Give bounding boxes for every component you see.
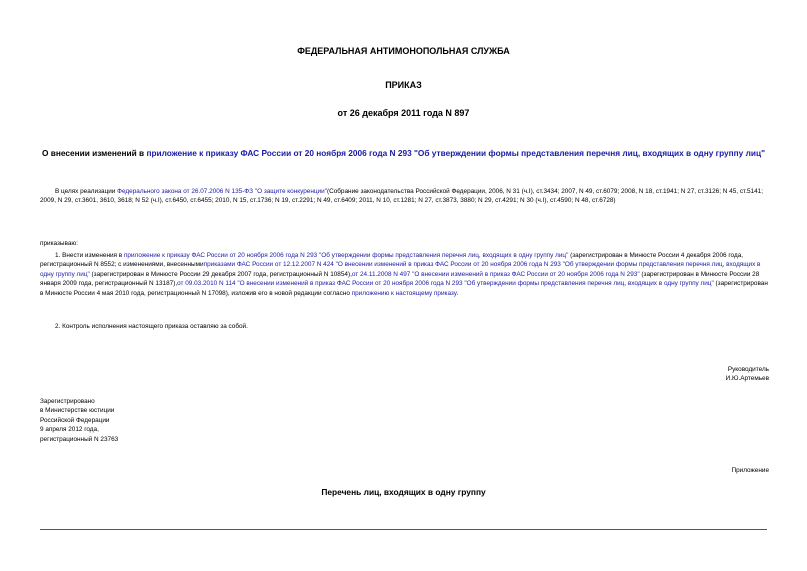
preamble-text-1: В целях реализации (55, 188, 118, 195)
order-item-2: 2. Контроль исполнения настоящего приказа оставляю за собой. (55, 323, 248, 330)
federal-law-link[interactable]: Федерального закона от 26.07.2006 N 135-ФЗ "О защите конкуренции" (117, 188, 327, 195)
title-link[interactable]: приложение к приказу ФАС России от 20 ноября 2006 года N 293 "Об утверждении формы представления перечня лиц, входящих в одну группу лиц" (146, 148, 765, 158)
item1-text-5: (зарегистрирован в Минюсте России 4 мая 2010 года, регистрационный N 17098), изложив его в новой редакции согласно (40, 280, 768, 297)
item1-text-3: (зарегистрирован в Минюсте России 29 декабря 2007 года, регистрационный N 10854), (89, 270, 352, 278)
signature-name: И.Ю.Артемьев (725, 375, 769, 383)
registration-line-5: регистрационный N 23763 (40, 435, 119, 443)
item1-order-497-link[interactable]: от 24.11.2008 N 497 "О внесении изменений в приказ ФАС России от 20 ноября 2006 года N 293" (351, 270, 640, 278)
item1-text-1: 1. Внести изменения в (55, 252, 124, 259)
item1-text-4: (зарегистрирован в Минюсте России 28 января 2009 года, регистрационный N 13187), (40, 270, 760, 288)
title-prefix: О внесении изменений в (42, 148, 147, 158)
item1-order-424-link[interactable]: приказами ФАС России от 12.12.2007 N 424 "О внесении изменений в приказ ФАС России от 20 ноября 2006 года N 293 "Об утверждении формы представления перечня лиц, входящих в одну группу лиц" (40, 261, 761, 278)
organization-heading: ФЕДЕРАЛЬНАЯ АНТИМОНОПОЛЬНАЯ СЛУЖБА (297, 46, 510, 56)
item1-text-6: . (456, 289, 459, 297)
document-date: от 26 декабря 2011 года N 897 (337, 108, 470, 118)
document-title (40, 148, 767, 159)
preamble-text-2: (Собрание законодательства Российской Федерации, 2006, N 31 (ч.I), ст.3434; 2007, N 49, ст.6079; 2008, N 18, ст.1941; N 27, ст.3126; N 45, ст.5141; 2009, N 29, ст.3601, 3610, 3618; N 52 (ч.I), ст.6450, ст.6455; 2010, N 15, ст.1736; N 19, ст.2291; N 49, ст.6409; 2011, N 10, ст.1281; N 27, ст.3873, 3880; N 29, ст.4291; N 30 (ч.I), ст.4590; N 48, ст.6728) (40, 188, 763, 205)
item1-order-114-link[interactable]: от 09.03.2010 N 114 "О внесении изменений в приказ ФАС России от 20 ноября 2006 года N 293 "Об утверждении формы представления перечня лиц, входящих в одну группу лиц" (177, 280, 714, 288)
appendix-title: Перечень лиц, входящих в одну группу (321, 487, 486, 497)
signature-block (726, 365, 769, 384)
item1-text-2: (зарегистрирован в Минюсте России 4 декабря 2006 года, регистрационный N 8552; с изменениями, внесенными (40, 252, 744, 269)
section-divider (40, 529, 767, 530)
order-item-1 (40, 251, 769, 298)
item1-appendix-ref-link[interactable]: приложению к настоящему приказу (351, 289, 457, 297)
registration-block (40, 397, 118, 444)
registration-line-2: в Министерстве юстиции (40, 407, 115, 415)
document-type-heading: ПРИКАЗ (385, 80, 422, 90)
registration-line-3: Российской Федерации (40, 416, 110, 424)
signature-position: Руководитель (727, 366, 769, 373)
order-word: приказываю: (40, 240, 78, 247)
item1-appendix-link[interactable]: приложение к приказу ФАС России от 20 ноября 2006 года N 293 "Об утверждении формы представления перечня лиц, входящих в одну группу лиц" (123, 252, 569, 259)
registration-line-1: Зарегистрировано (40, 398, 95, 405)
registration-line-4: 9 апреля 2012 года, (40, 426, 99, 434)
appendix-label: Приложение (731, 467, 769, 474)
preamble-paragraph (40, 187, 769, 206)
